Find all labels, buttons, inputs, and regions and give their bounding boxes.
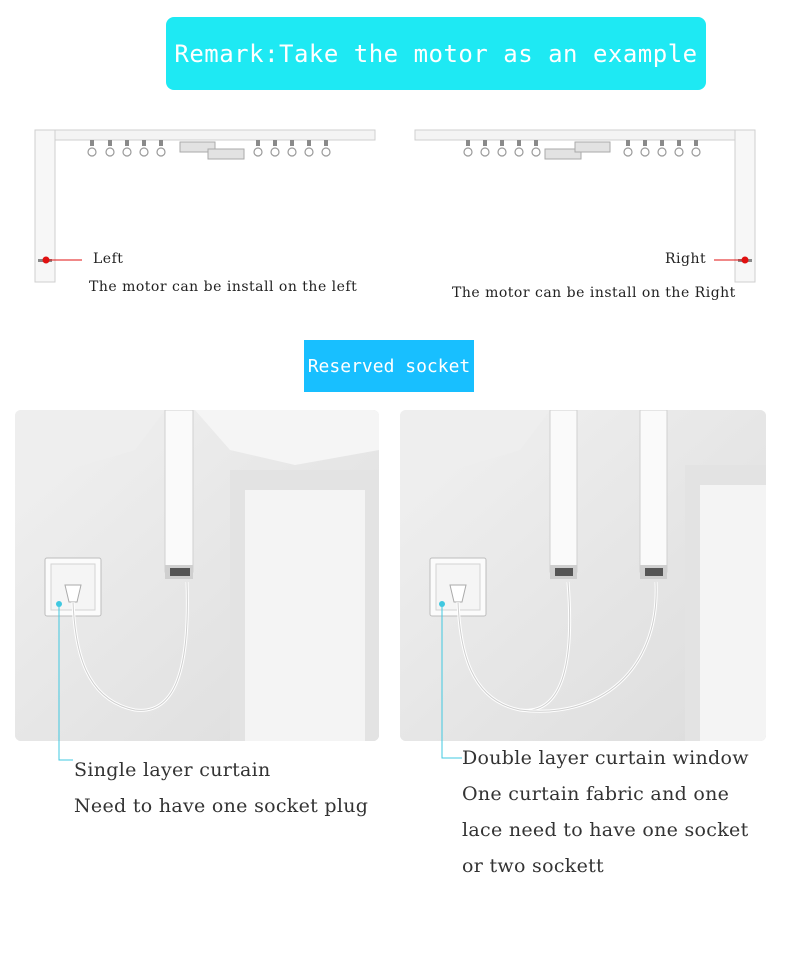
single-caption-line1: Single layer curtain: [74, 759, 271, 781]
double-pointer-line: [438, 600, 464, 765]
double-layer-caption: [462, 740, 749, 884]
double-caption-line2: One curtain fabric and one: [462, 783, 730, 805]
single-layer-caption: [74, 752, 368, 824]
remark-banner: Remark:Take the motor as an example: [166, 17, 706, 90]
right-marker: [712, 254, 752, 266]
reserved-socket-banner: Reserved socket: [304, 340, 474, 392]
right-track-illustration: [410, 125, 760, 285]
right-side-label: Right: [665, 251, 707, 267]
double-caption-line1: Double layer curtain window: [462, 747, 749, 769]
left-side-label: Left: [93, 251, 124, 267]
single-caption-line2: Need to have one socket plug: [74, 795, 369, 817]
single-pointer-line: [55, 600, 75, 770]
left-install-description: The motor can be install on the left: [89, 279, 358, 295]
double-caption-line3: lace need to have one socket: [462, 819, 749, 841]
right-install-description: The motor can be install on the Right: [452, 285, 736, 301]
double-caption-line4: or two sockett: [462, 855, 604, 877]
left-marker: [40, 254, 85, 266]
